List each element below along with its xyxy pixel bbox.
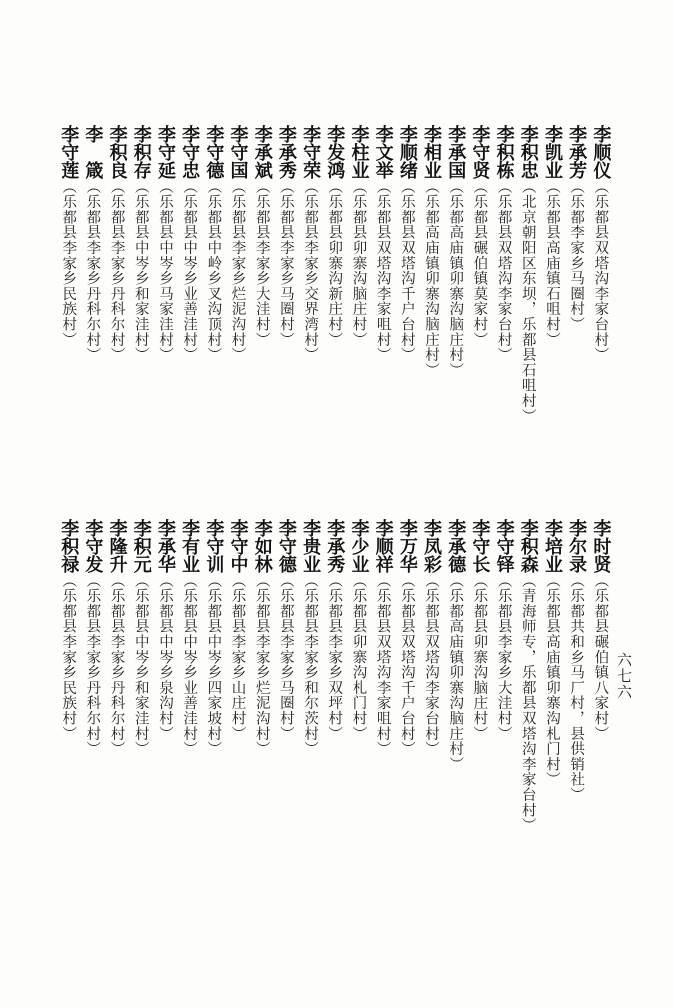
list-entry [370, 519, 394, 833]
list-entry [153, 519, 177, 833]
list-entry [346, 519, 370, 833]
entry-address: （乐都县李家乡烂泥沟村） [229, 179, 246, 363]
list-entry [322, 519, 346, 833]
entry-name: 李承华 [154, 519, 176, 573]
entry-address: （乐都县碾伯镇八家村） [592, 573, 609, 742]
list-entry [370, 125, 394, 424]
entry-name: 李柱业 [348, 125, 370, 179]
list-entry [201, 125, 225, 424]
list-entry [395, 125, 419, 424]
list-entry [225, 125, 249, 424]
entry-address: （青海师专，乐都县双塔沟李家台村） [519, 573, 536, 834]
entry-address: （乐都县李家乡丹科尔村） [108, 573, 125, 757]
entry-name: 李守国 [227, 125, 249, 179]
entry-address: （乐都县中岑乡马家洼村） [156, 179, 173, 363]
list-entry [516, 519, 540, 833]
page-number: 六七六 [615, 652, 633, 700]
list-entry [250, 519, 274, 833]
list-entry [129, 125, 153, 424]
entry-address: （乐都县中岑乡业善洼村） [181, 573, 198, 757]
entry-address: （乐都县中岑乡泉沟村） [156, 573, 173, 742]
entry-name: 李 箴 [82, 125, 104, 179]
entry-name: 李守中 [227, 519, 249, 573]
entry-name: 李相业 [421, 125, 442, 179]
list-entry [419, 519, 443, 833]
entry-name: 李守荣 [300, 125, 322, 179]
list-entry [540, 125, 564, 424]
entry-address: （乐都县李家乡丹科尔村） [84, 573, 101, 757]
entry-address: （乐都县李家乡马圈村） [277, 179, 294, 348]
entry-name: 李积忠 [517, 125, 539, 179]
entry-name: 李守忠 [179, 125, 201, 179]
list-entry [177, 125, 201, 424]
entry-address: （乐都县双塔沟千户台村） [398, 573, 415, 757]
entry-name: 李守长 [469, 519, 491, 573]
list-entry [274, 125, 298, 424]
entry-address: （乐都高庙镇卯寨沟脑庄村） [447, 179, 464, 378]
list-entry [201, 519, 225, 833]
list-entry [56, 125, 80, 424]
entry-name: 李积栋 [493, 125, 515, 179]
list-entry [491, 125, 515, 424]
entry-address: （乐都县卯寨沟札门村） [350, 573, 367, 742]
list-entry [129, 519, 153, 833]
list-entry [274, 519, 298, 833]
entry-name: 李承芳 [566, 125, 588, 179]
entry-name: 李顺仪 [590, 125, 612, 179]
entry-name: 李发鸿 [324, 125, 346, 179]
entry-name: 李有业 [179, 519, 201, 573]
list-entry [80, 125, 104, 424]
entry-address: （乐都县李家乡民族村） [60, 179, 77, 348]
entry-address: （乐都县中岑乡业善洼村） [181, 179, 198, 363]
list-entry [177, 519, 201, 833]
entry-name: 李积元 [130, 519, 152, 573]
entry-name: 李积森 [517, 519, 539, 573]
list-entry [56, 519, 80, 833]
list-entry [467, 519, 491, 833]
list-entry [225, 519, 249, 833]
list-entry [588, 125, 612, 424]
entry-name: 李少业 [348, 519, 370, 573]
entry-name: 李凤彩 [421, 519, 442, 573]
entry-name: 李顺祥 [372, 519, 394, 573]
entry-name: 李守莲 [58, 125, 80, 179]
entry-name: 李时贤 [590, 519, 612, 573]
list-entry [153, 125, 177, 424]
entry-address: （乐都李家乡马圈村） [568, 179, 585, 332]
list-entry [395, 519, 419, 833]
list-entry [80, 519, 104, 833]
list-entry [491, 519, 515, 833]
entry-address: （北京朝阳区东坝，乐都县石咀村） [519, 179, 536, 424]
entry-address: （乐都县碾伯镇莫家村） [471, 179, 488, 348]
entry-address: （乐都共和乡马厂村，县供销社） [568, 573, 585, 803]
list-entry [467, 125, 491, 424]
entry-name: 李积存 [130, 125, 152, 179]
entry-name: 李尔录 [566, 519, 588, 573]
entry-address: （乐都县高庙镇卯寨沟札门村） [543, 573, 560, 788]
entry-address: （乐都县李家乡丹科尔村） [84, 179, 101, 363]
entry-address: （乐都县双塔沟李家台村） [592, 179, 609, 363]
entry-address: （乐都高庙镇卯寨沟脑庄村） [447, 573, 464, 772]
entry-name: 李隆升 [106, 519, 128, 573]
list-entry [443, 519, 467, 833]
entry-address: （乐都县李家乡大洼村） [495, 573, 512, 742]
entry-address: （乐都县双塔沟李家咀村） [374, 179, 391, 363]
entry-address: （乐都县中岑乡和家洼村） [132, 179, 149, 363]
entry-name: 李承秀 [324, 519, 346, 573]
entry-name: 李培业 [541, 519, 563, 573]
entry-name: 李贵业 [300, 519, 322, 573]
entry-name: 李承秀 [275, 125, 297, 179]
list-entry [419, 125, 443, 424]
list-entry [564, 125, 588, 424]
list-entry [298, 519, 322, 833]
entry-address: （乐都县卯寨沟脑庄村） [471, 573, 488, 742]
entry-address: （乐都县双塔沟千户台村） [398, 179, 415, 363]
entry-address: （乐都县李家乡和尔茨村） [302, 573, 319, 757]
genealogy-list-top [56, 125, 612, 424]
entry-name: 李承德 [445, 519, 467, 573]
entry-address: （乐都县中岑乡和家洼村） [132, 573, 149, 757]
entry-address: （乐都县李家乡烂泥沟村） [253, 573, 270, 757]
entry-name: 李积良 [106, 125, 128, 179]
list-entry [443, 125, 467, 424]
entry-address: （乐都高庙镇卯寨沟脑庄村） [423, 179, 439, 378]
entry-address: （乐都县李家乡马圈村） [277, 573, 294, 742]
list-entry [250, 125, 274, 424]
entry-address: （乐都县李家乡双坪村） [326, 573, 343, 742]
list-entry [564, 519, 588, 833]
entry-name: 李守德 [275, 519, 297, 573]
entry-name: 李积禄 [58, 519, 80, 573]
entry-address: （乐都县卯寨沟新庄村） [326, 179, 343, 348]
list-entry [516, 125, 540, 424]
entry-address: （乐都县双塔沟李家咀村） [374, 573, 391, 757]
genealogy-list-bottom [56, 519, 612, 833]
entry-name: 李守铎 [493, 519, 515, 573]
entry-address: （乐都县李家乡山庄村） [229, 573, 246, 742]
entry-address: （乐都县双塔沟李家台村） [495, 179, 512, 363]
list-entry [104, 125, 128, 424]
entry-name: 李承斌 [251, 125, 273, 179]
entry-address: （乐都县李家乡丹科尔村） [108, 179, 125, 363]
entry-name: 李承国 [445, 125, 467, 179]
entry-address: （乐都县李家乡交界湾村） [302, 179, 319, 363]
entry-name: 李文举 [372, 125, 394, 179]
list-entry [104, 519, 128, 833]
entry-name: 李如林 [251, 519, 273, 573]
list-entry [588, 519, 612, 833]
entry-address: （乐都县高庙镇石咀村） [543, 179, 560, 348]
entry-name: 李守发 [82, 519, 104, 573]
entry-name: 李顺绪 [396, 125, 418, 179]
entry-name: 李守延 [154, 125, 176, 179]
list-entry [298, 125, 322, 424]
entry-address: （乐都县中岑乡四家坡村） [205, 573, 222, 757]
list-entry [540, 519, 564, 833]
entry-name: 李万华 [396, 519, 418, 573]
list-entry [322, 125, 346, 424]
entry-name: 李守贤 [469, 125, 491, 179]
entry-name: 李守训 [203, 519, 225, 573]
entry-address: （乐都县李家乡民族村） [60, 573, 77, 742]
entry-name: 李守德 [203, 125, 225, 179]
entry-name: 李凯业 [541, 125, 563, 179]
entry-address: （乐都县卯寨沟脑庄村） [350, 179, 367, 348]
list-entry [346, 125, 370, 424]
entry-address: （乐都县中岭乡叉沟顶村） [205, 179, 222, 363]
entry-address: （乐都县双塔沟李家台村） [423, 573, 439, 757]
entry-address: （乐都县李家乡大洼村） [253, 179, 270, 348]
